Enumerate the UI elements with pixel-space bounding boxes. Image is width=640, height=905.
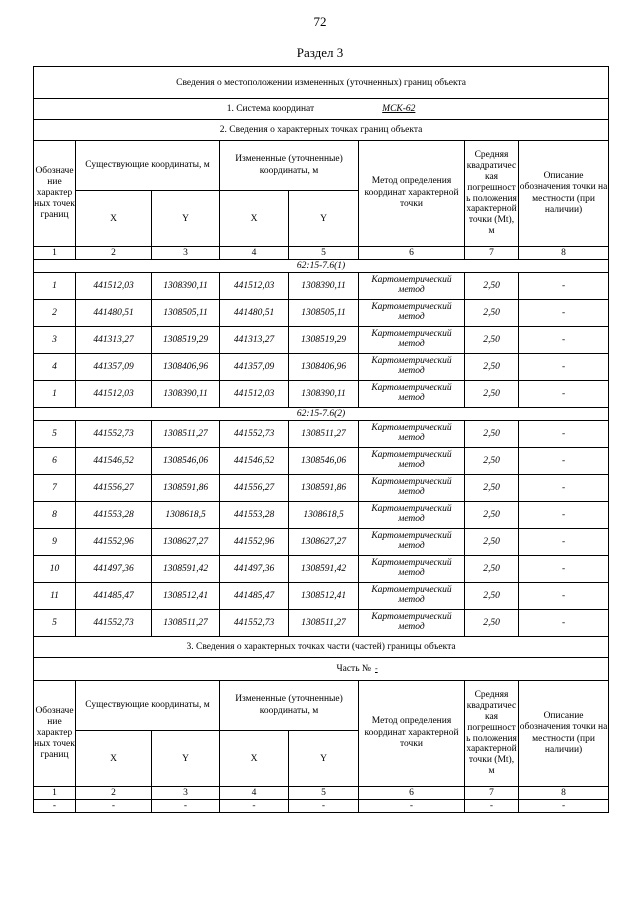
coord-system-value: МСК-62 bbox=[382, 104, 416, 114]
changed-y: 1308591,86 bbox=[289, 475, 359, 502]
table-row bbox=[34, 448, 609, 475]
changed-y: 1308546,06 bbox=[289, 448, 359, 475]
coord-system-row bbox=[34, 99, 609, 120]
empty-cell: - bbox=[359, 800, 465, 813]
part-section-label: 3. Сведения о характерных точках части (частей) границы объекта bbox=[34, 637, 609, 658]
part-number-value: - bbox=[374, 664, 378, 673]
point-number: 7 bbox=[34, 475, 76, 502]
method-cell: Картометрический метод bbox=[359, 529, 465, 556]
existing-x: 441552,73 bbox=[76, 610, 152, 637]
changed-x: 441485,47 bbox=[220, 583, 289, 610]
method-header: Метод определения координат характерной точки bbox=[359, 141, 465, 247]
table-row bbox=[34, 556, 609, 583]
existing-y: 1308390,11 bbox=[152, 273, 220, 300]
error-cell: 2,50 bbox=[465, 273, 519, 300]
coord-system-label: 1. Система координат bbox=[226, 104, 315, 114]
description-cell: - bbox=[519, 381, 609, 408]
table-row bbox=[34, 327, 609, 354]
changed-y: 1308390,11 bbox=[289, 273, 359, 300]
changed-x: 441546,52 bbox=[220, 448, 289, 475]
method-cell: Картометрический метод bbox=[359, 421, 465, 448]
changed-x: 441552,96 bbox=[220, 529, 289, 556]
method-cell: Картометрический метод bbox=[359, 583, 465, 610]
column-number: 6 bbox=[359, 247, 465, 260]
error-cell: 2,50 bbox=[465, 583, 519, 610]
table-row bbox=[34, 421, 609, 448]
method-cell: Картометрический метод bbox=[359, 300, 465, 327]
empty-cell: - bbox=[152, 800, 220, 813]
existing-y: 1308511,27 bbox=[152, 610, 220, 637]
existing-y: 1308512,41 bbox=[152, 583, 220, 610]
description-cell: - bbox=[519, 421, 609, 448]
table-row bbox=[34, 354, 609, 381]
description-cell: - bbox=[519, 475, 609, 502]
table-row bbox=[34, 529, 609, 556]
description-cell: - bbox=[519, 273, 609, 300]
designation-header: Обозначе ние характер ных точек границ bbox=[34, 681, 76, 787]
existing-coords-header: Существующие координаты, м bbox=[76, 681, 220, 731]
point-number: 1 bbox=[34, 273, 76, 300]
error-cell: 2,50 bbox=[465, 529, 519, 556]
existing-x: 441512,03 bbox=[76, 381, 152, 408]
description-cell: - bbox=[519, 610, 609, 637]
existing-x: 441485,47 bbox=[76, 583, 152, 610]
column-number: 6 bbox=[359, 787, 465, 800]
existing-y: 1308591,86 bbox=[152, 475, 220, 502]
description-header: Описание обозначения точки на местности (при наличии) bbox=[519, 681, 609, 787]
error-cell: 2,50 bbox=[465, 475, 519, 502]
existing-y: 1308618,5 bbox=[152, 502, 220, 529]
point-number: 5 bbox=[34, 421, 76, 448]
point-number: 6 bbox=[34, 448, 76, 475]
column-number: 4 bbox=[220, 787, 289, 800]
error-cell: 2,50 bbox=[465, 381, 519, 408]
changed-y: 1308519,29 bbox=[289, 327, 359, 354]
x-changed-header: X bbox=[220, 731, 289, 787]
point-number: 5 bbox=[34, 610, 76, 637]
section-title: Раздел 3 bbox=[296, 45, 344, 60]
table-body bbox=[34, 67, 609, 813]
table-row bbox=[34, 300, 609, 327]
changed-y: 1308511,27 bbox=[289, 421, 359, 448]
header-row bbox=[34, 141, 609, 191]
changed-y: 1308618,5 bbox=[289, 502, 359, 529]
column-number: 2 bbox=[76, 787, 152, 800]
error-cell: 2,50 bbox=[465, 327, 519, 354]
table-row bbox=[34, 502, 609, 529]
empty-cell: - bbox=[519, 800, 609, 813]
empty-cell: - bbox=[34, 800, 76, 813]
designation-header: Обозначе ние характер ных точек границ bbox=[34, 141, 76, 247]
method-cell: Картометрический метод bbox=[359, 381, 465, 408]
existing-x: 441556,27 bbox=[76, 475, 152, 502]
description-cell: - bbox=[519, 354, 609, 381]
existing-y: 1308627,27 bbox=[152, 529, 220, 556]
existing-x: 441552,96 bbox=[76, 529, 152, 556]
existing-y: 1308505,11 bbox=[152, 300, 220, 327]
changed-x: 441512,03 bbox=[220, 273, 289, 300]
method-cell: Картометрический метод bbox=[359, 475, 465, 502]
column-number: 7 bbox=[465, 787, 519, 800]
error-cell: 2,50 bbox=[465, 502, 519, 529]
point-number: 2 bbox=[34, 300, 76, 327]
existing-y: 1308390,11 bbox=[152, 381, 220, 408]
column-number: 1 bbox=[34, 247, 76, 260]
existing-coords-header: Существующие координаты, м bbox=[76, 141, 220, 191]
method-cell: Картометрический метод bbox=[359, 448, 465, 475]
empty-cell: - bbox=[220, 800, 289, 813]
changed-x: 441552,73 bbox=[220, 610, 289, 637]
table-title: Сведения о местоположении измененных (уточненных) границ объекта bbox=[34, 67, 609, 99]
error-cell: 2,50 bbox=[465, 448, 519, 475]
existing-x: 441313,27 bbox=[76, 327, 152, 354]
column-number: 8 bbox=[519, 247, 609, 260]
existing-x: 441553,28 bbox=[76, 502, 152, 529]
column-number: 5 bbox=[289, 247, 359, 260]
existing-y: 1308591,42 bbox=[152, 556, 220, 583]
changed-y: 1308627,27 bbox=[289, 529, 359, 556]
y-changed-header: Y bbox=[289, 731, 359, 787]
column-number: 1 bbox=[34, 787, 76, 800]
group-label: 62:15-7.6(2) bbox=[34, 408, 609, 421]
changed-y: 1308511,27 bbox=[289, 610, 359, 637]
table-row bbox=[34, 583, 609, 610]
changed-x: 441556,27 bbox=[220, 475, 289, 502]
changed-x: 441313,27 bbox=[220, 327, 289, 354]
group-label: 62:15-7.6(1) bbox=[34, 260, 609, 273]
method-header: Метод определения координат характерной точки bbox=[359, 681, 465, 787]
existing-x: 441357,09 bbox=[76, 354, 152, 381]
empty-cell: - bbox=[465, 800, 519, 813]
existing-y: 1308546,06 bbox=[152, 448, 220, 475]
changed-coords-header: Измененные (уточненные) координаты, м bbox=[220, 681, 359, 731]
column-numbers-row bbox=[34, 787, 609, 800]
changed-x: 441553,28 bbox=[220, 502, 289, 529]
method-cell: Картометрический метод bbox=[359, 354, 465, 381]
changed-x: 441497,36 bbox=[220, 556, 289, 583]
changed-y: 1308406,96 bbox=[289, 354, 359, 381]
changed-y: 1308390,11 bbox=[289, 381, 359, 408]
error-cell: 2,50 bbox=[465, 354, 519, 381]
part-row bbox=[34, 658, 609, 681]
point-number: 4 bbox=[34, 354, 76, 381]
existing-y: 1308511,27 bbox=[152, 421, 220, 448]
table-row bbox=[34, 381, 609, 408]
group-row bbox=[34, 408, 609, 421]
existing-x: 441552,73 bbox=[76, 421, 152, 448]
column-number: 8 bbox=[519, 787, 609, 800]
empty-row bbox=[34, 800, 609, 813]
error-cell: 2,50 bbox=[465, 421, 519, 448]
page-number: 72 bbox=[313, 14, 327, 29]
point-number: 9 bbox=[34, 529, 76, 556]
point-number: 1 bbox=[34, 381, 76, 408]
changed-x: 441512,03 bbox=[220, 381, 289, 408]
x-existing-header: X bbox=[76, 731, 152, 787]
column-number: 3 bbox=[152, 787, 220, 800]
description-cell: - bbox=[519, 327, 609, 354]
description-cell: - bbox=[519, 448, 609, 475]
description-header: Описание обозначения точки на местности (при наличии) bbox=[519, 141, 609, 247]
column-number: 3 bbox=[152, 247, 220, 260]
changed-x: 441480,51 bbox=[220, 300, 289, 327]
existing-x: 441497,36 bbox=[76, 556, 152, 583]
part-section-row bbox=[34, 637, 609, 658]
description-cell: - bbox=[519, 556, 609, 583]
column-number: 7 bbox=[465, 247, 519, 260]
existing-x: 441512,03 bbox=[76, 273, 152, 300]
existing-x: 441546,52 bbox=[76, 448, 152, 475]
description-cell: - bbox=[519, 502, 609, 529]
changed-y: 1308512,41 bbox=[289, 583, 359, 610]
x-existing-header: X bbox=[76, 191, 152, 247]
table-row bbox=[34, 610, 609, 637]
method-cell: Картометрический метод bbox=[359, 610, 465, 637]
error-header: Средняя квадратичес кая погрешност ь положения характерной точки (Mt), м bbox=[465, 141, 519, 247]
point-number: 3 bbox=[34, 327, 76, 354]
table-row bbox=[34, 475, 609, 502]
method-cell: Картометрический метод bbox=[359, 556, 465, 583]
empty-cell: - bbox=[76, 800, 152, 813]
existing-y: 1308519,29 bbox=[152, 327, 220, 354]
group-row bbox=[34, 260, 609, 273]
description-cell: - bbox=[519, 300, 609, 327]
y-existing-header: Y bbox=[152, 731, 220, 787]
existing-y: 1308406,96 bbox=[152, 354, 220, 381]
y-changed-header: Y bbox=[289, 191, 359, 247]
table-row bbox=[34, 273, 609, 300]
points-section-label: 2. Сведения о характерных точках границ объекта bbox=[34, 120, 609, 141]
column-number: 2 bbox=[76, 247, 152, 260]
column-number: 5 bbox=[289, 787, 359, 800]
error-cell: 2,50 bbox=[465, 610, 519, 637]
changed-y: 1308591,42 bbox=[289, 556, 359, 583]
method-cell: Картометрический метод bbox=[359, 273, 465, 300]
point-number: 8 bbox=[34, 502, 76, 529]
empty-cell: - bbox=[289, 800, 359, 813]
error-header: Средняя квадратичес кая погрешност ь положения характерной точки (Mt), м bbox=[465, 681, 519, 787]
description-cell: - bbox=[519, 529, 609, 556]
error-cell: 2,50 bbox=[465, 556, 519, 583]
point-number: 11 bbox=[34, 583, 76, 610]
description-cell: - bbox=[519, 583, 609, 610]
method-cell: Картометрический метод bbox=[359, 502, 465, 529]
changed-x: 441552,73 bbox=[220, 421, 289, 448]
header-row bbox=[34, 681, 609, 731]
column-numbers-row bbox=[34, 247, 609, 260]
column-number: 4 bbox=[220, 247, 289, 260]
changed-coords-header: Измененные (уточненные) координаты, м bbox=[220, 141, 359, 191]
x-changed-header: X bbox=[220, 191, 289, 247]
part-number-row bbox=[34, 658, 609, 681]
existing-x: 441480,51 bbox=[76, 300, 152, 327]
y-existing-header: Y bbox=[152, 191, 220, 247]
changed-y: 1308505,11 bbox=[289, 300, 359, 327]
part-number-label: Часть № bbox=[336, 664, 371, 674]
boundary-table bbox=[33, 66, 609, 813]
changed-x: 441357,09 bbox=[220, 354, 289, 381]
point-number: 10 bbox=[34, 556, 76, 583]
error-cell: 2,50 bbox=[465, 300, 519, 327]
method-cell: Картометрический метод bbox=[359, 327, 465, 354]
